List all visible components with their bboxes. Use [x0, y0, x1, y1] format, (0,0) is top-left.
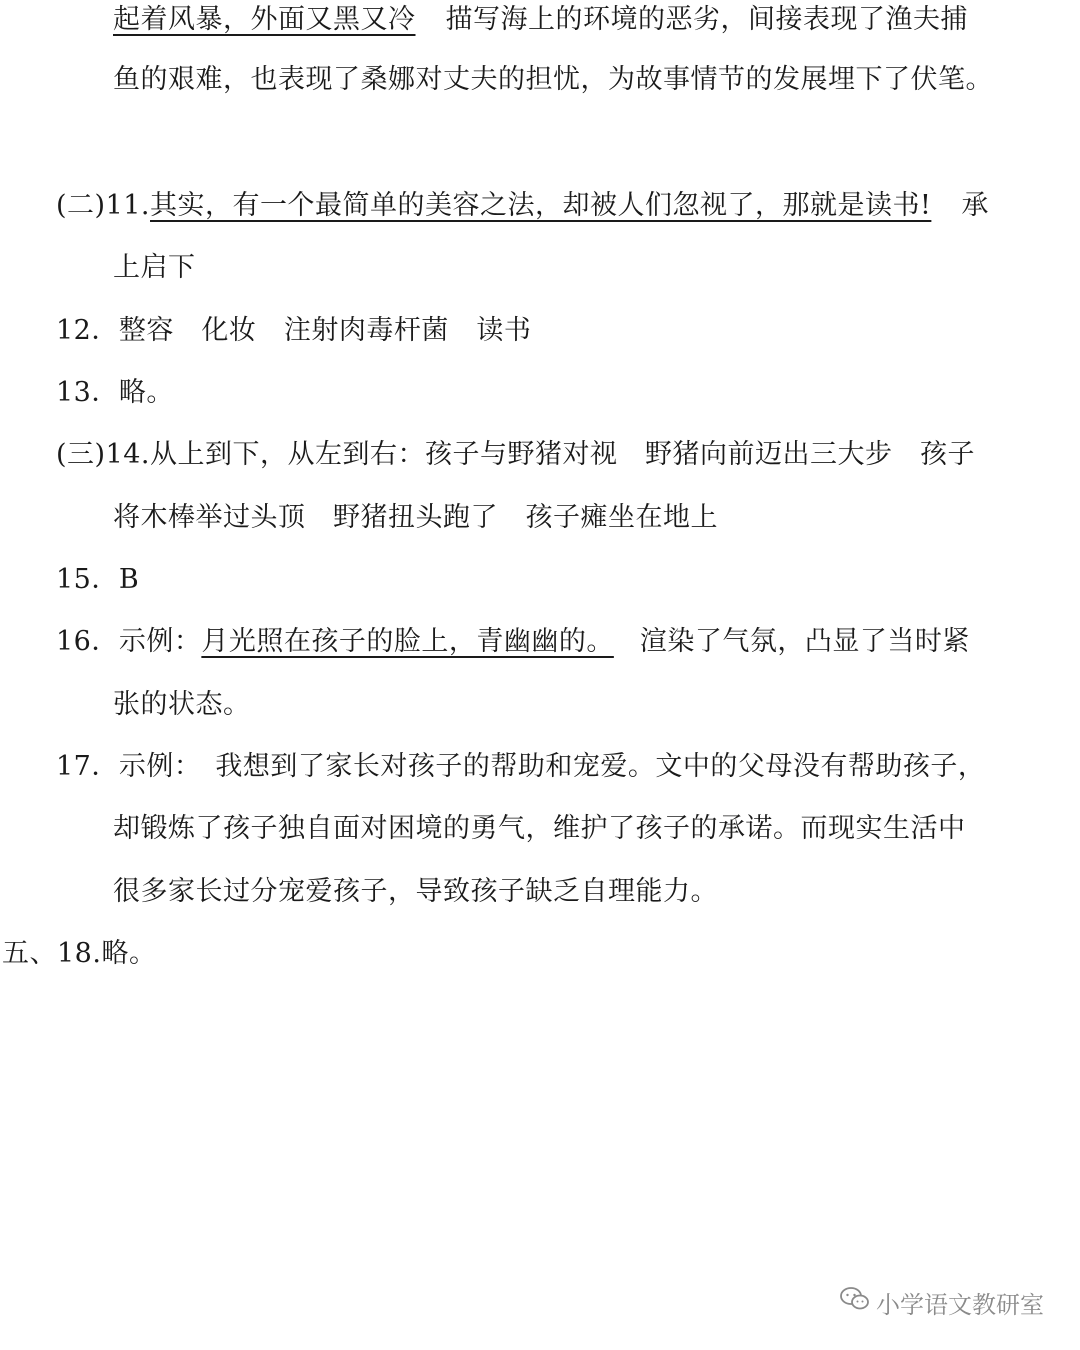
answer-text: 描写海上的环境的恶劣，间接表现了渔夫捕 — [445, 4, 968, 35]
question-17-continued-1 — [113, 809, 966, 849]
question-13 — [56, 373, 174, 413]
question-number: (二)11. — [56, 190, 151, 221]
answer-text: 鱼的艰难，也表现了桑娜对丈夫的担忧，为故事情节的发展埋下了伏笔。 — [113, 64, 993, 95]
answer-line-2 — [113, 60, 993, 100]
question-number: 15． — [56, 564, 119, 595]
question-number: 12． — [56, 315, 119, 346]
answer-text: 整容 化妆 注射肉毒杆菌 读书 — [118, 315, 532, 346]
answer-text: 承 — [961, 190, 989, 221]
answer-text: 五、18.略。 — [2, 938, 157, 969]
watermark — [840, 1284, 1044, 1320]
question-12 — [56, 311, 531, 351]
question-number: 17． — [56, 751, 119, 782]
answer-text: 很多家长过分宠爱孩子，导致孩子缺乏自理能力。 — [113, 876, 718, 907]
question-18 — [2, 934, 156, 974]
question-11-continued — [113, 248, 196, 288]
answer-text: 示例： 我想到了家长对孩子的帮助和宠爱。文中的父母没有帮助孩子， — [118, 751, 986, 782]
question-number: 16． — [56, 626, 119, 657]
question-number: 13． — [56, 377, 119, 408]
question-16-continued — [113, 685, 251, 725]
example-label: 示例： — [118, 626, 202, 657]
question-17 — [56, 747, 985, 787]
answer-text: (三)14.从上到下，从左到右：孩子与野猪对视 野猪向前迈出三大步 孩子 — [56, 439, 976, 470]
answer-text: 却锻炼了孩子独自面对困境的勇气，维护了孩子的承诺。而现实生活中 — [113, 813, 966, 844]
question-11 — [56, 186, 989, 226]
answer-text: 上启下 — [113, 252, 196, 283]
underlined-quote: 起着风暴，外面又黑又冷 — [113, 4, 416, 35]
question-14 — [56, 435, 975, 475]
answer-line-1 — [113, 0, 968, 40]
answer-text: 渲染了气氛，凸显了当时紧 — [639, 626, 970, 657]
answer-text: B — [118, 564, 140, 595]
question-15 — [56, 560, 139, 600]
answer-text: 张的状态。 — [113, 689, 251, 720]
underlined-quote: 月光照在孩子的脸上，青幽幽的。 — [201, 626, 614, 657]
watermark-text: 小学语文教研室 — [876, 1290, 1044, 1319]
question-16 — [56, 622, 970, 662]
underlined-quote: 其实，有一个最简单的美容之法，却被人们忽视了，那就是读书! — [150, 190, 932, 221]
answer-text: 将木棒举过头顶 野猪扭头跑了 孩子瘫坐在地上 — [113, 502, 718, 533]
answer-text: 略。 — [118, 377, 174, 408]
question-14-continued — [113, 498, 718, 538]
question-17-continued-2 — [113, 872, 718, 912]
wechat-icon — [840, 1286, 876, 1318]
